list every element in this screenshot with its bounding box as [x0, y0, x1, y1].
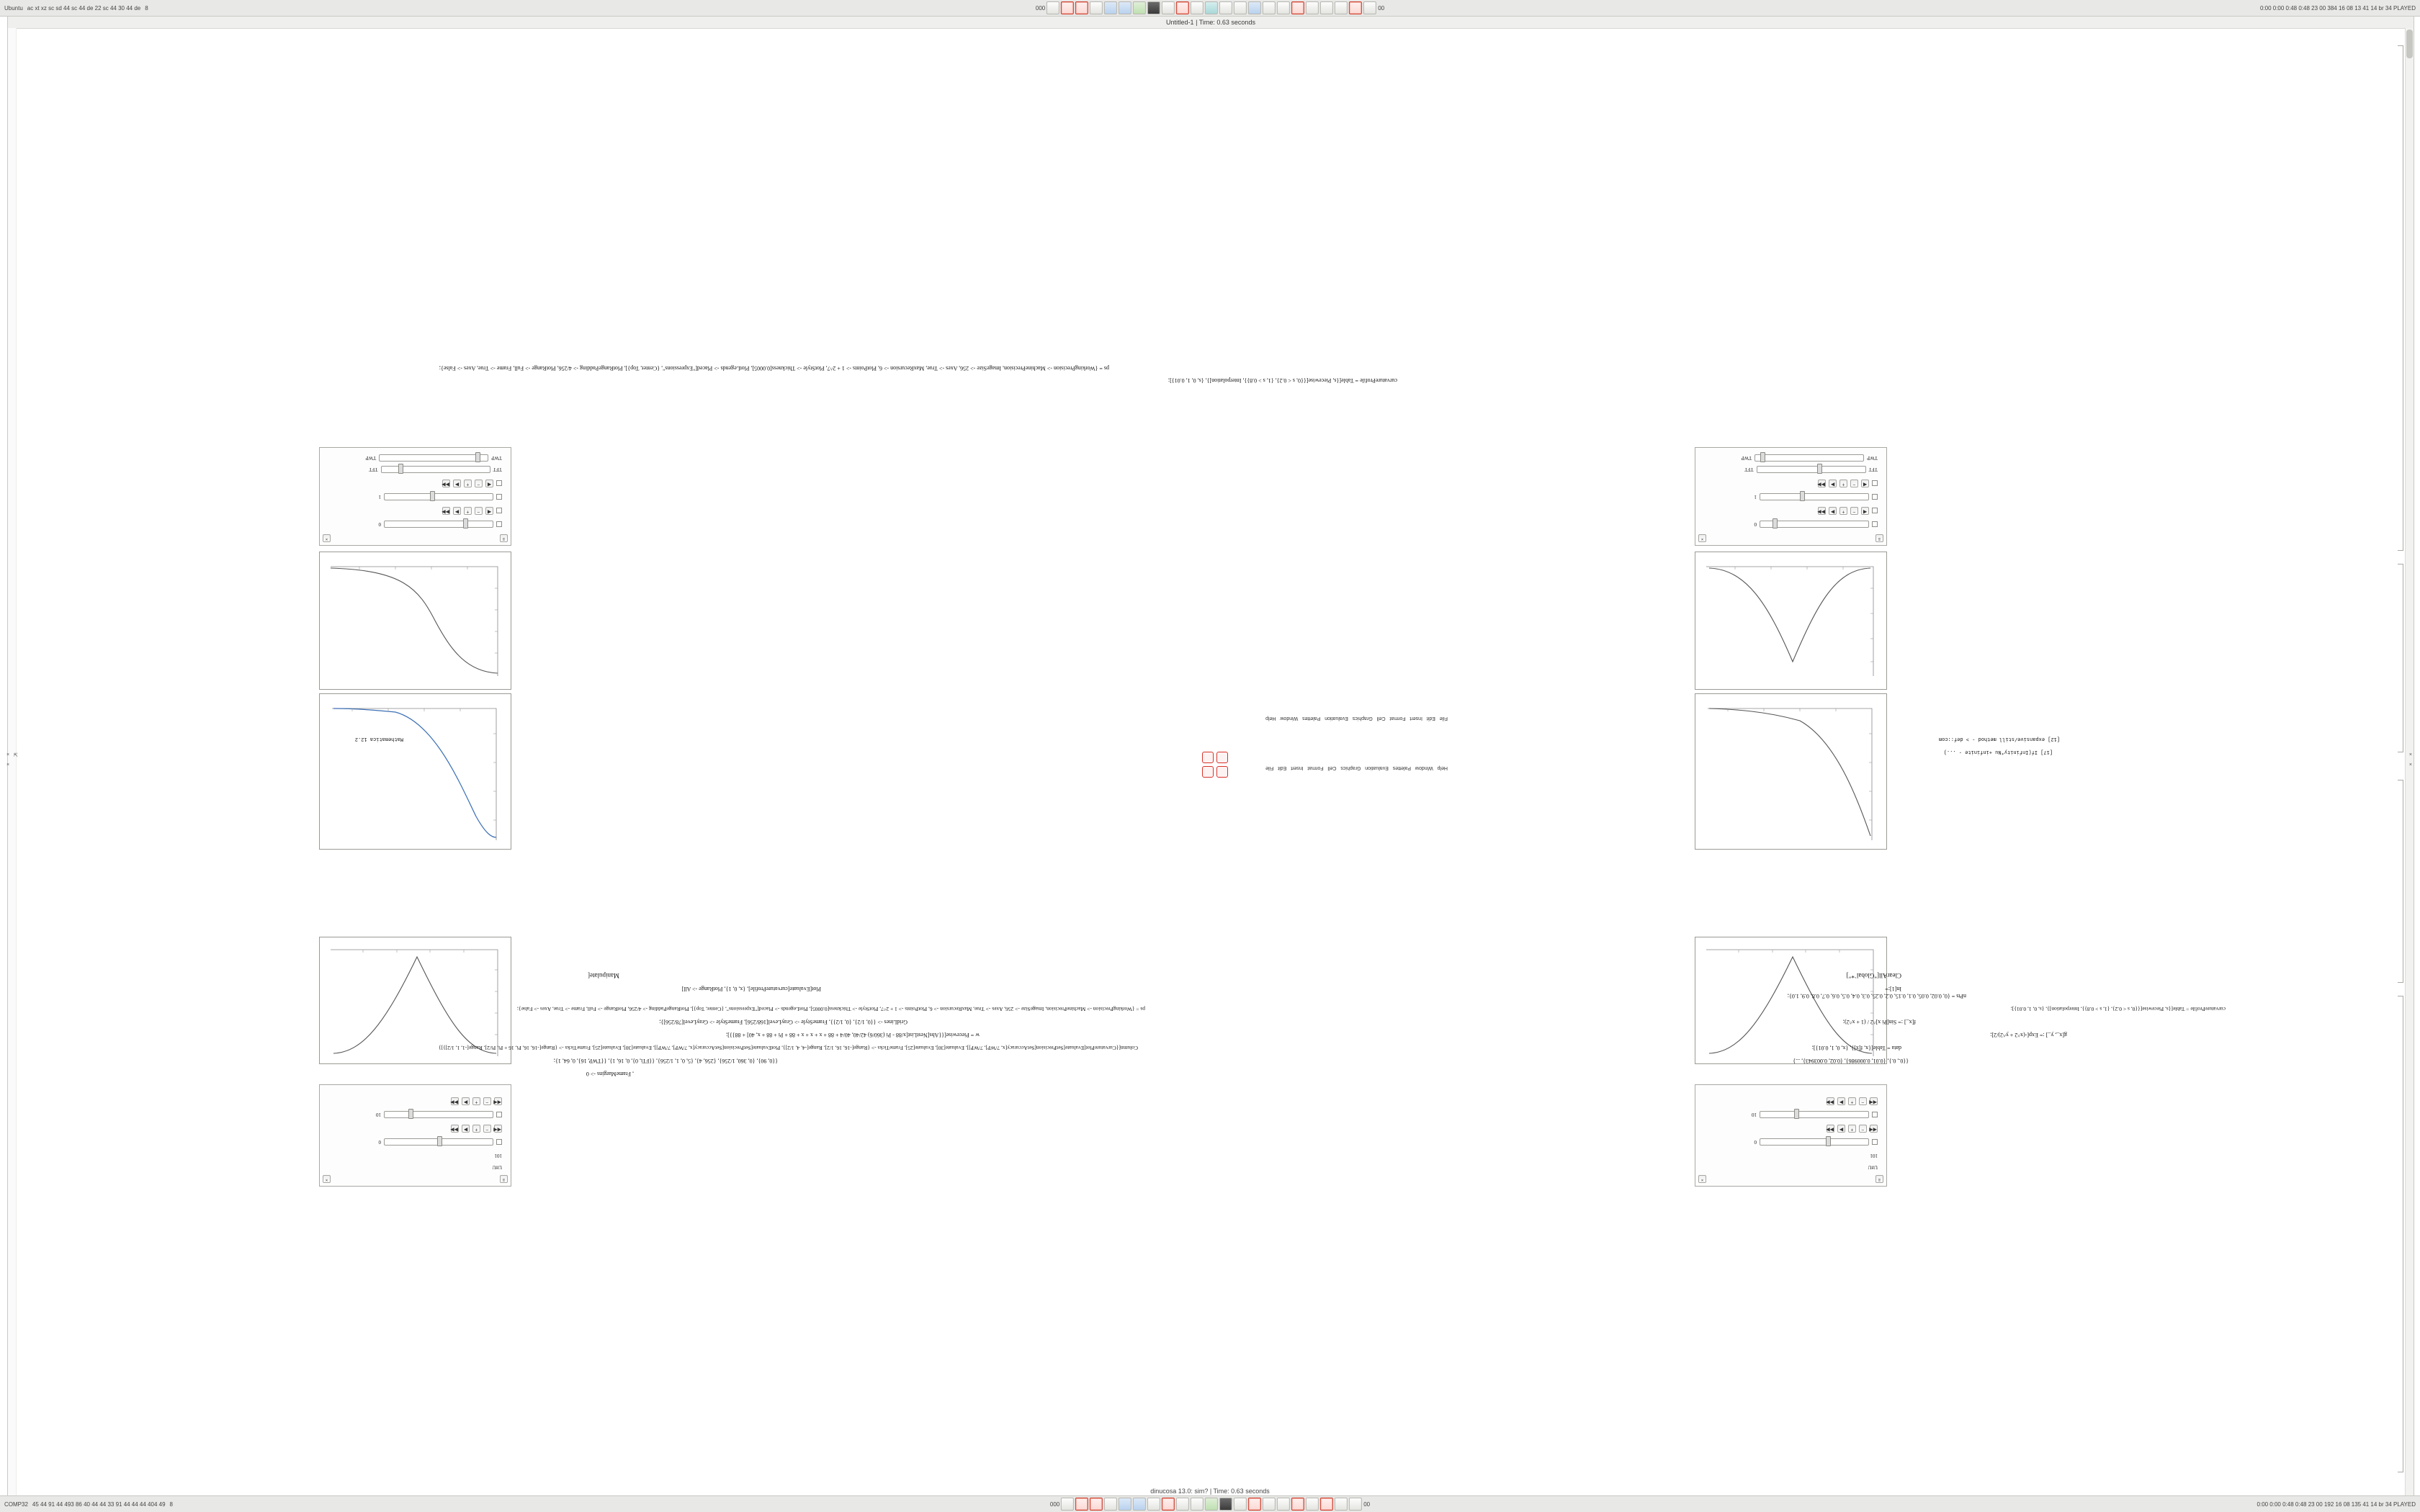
cell-in-2[interactable]: nPts = {0, 0.02, 0.05, 0.1, 0.15, 0.2, 0.25, 0.3, 0.4, 0.5, 0.6, 0.7, 0.8, 0.9, 1.0}; — [1787, 993, 1966, 999]
manipulate-row-4[interactable] — [365, 454, 502, 462]
bl-row1-btn-prev[interactable]: ◀ — [1861, 507, 1869, 515]
tl-label-1: U#U — [1868, 1164, 1878, 1170]
bottom-taskbar-icon-10[interactable] — [1191, 1498, 1204, 1511]
tl-row2-btn-prev[interactable]: ◀◀ — [1870, 1097, 1878, 1105]
cell-in-12[interactable]: Column[{CurvaturePlot[Evaluate[SetPrecision[SetAccuracy[x, 7/WP], 7/WP]], Evaluate[30], Evaluate[25], FrameTicks -> {Range[-16, 16, 1/2], Range[-4, 4, 1/2]}, PlotEvaluate[SetPrecision[SetAccuracy[x, 7/WP], 7/WP]], Evaluate[30], Evaluate[25], FrameTicks -> {Range[-16, 16, Pi, 16 + Pi, Pi/2], Range[-1, 1, 1/2]}]} — [438, 1045, 1138, 1051]
row4-slider-knob[interactable] — [475, 452, 480, 462]
bottom-panel-left-items — [0, 1501, 173, 1508]
cell-in-5[interactable]: g[x_, y_] := Exp[-(x^2 + y^2)/2]; — [1990, 1032, 2067, 1038]
manipulate-tr-row-1-controls[interactable] — [451, 1125, 502, 1133]
manipulate-tl-menu-icon[interactable]: ≡ — [1876, 1175, 1883, 1183]
taskbar-index: 000 — [1035, 4, 1046, 12]
manipulate-tl-row-2[interactable] — [1752, 1111, 1878, 1118]
notebook-window[interactable] — [7, 16, 2414, 1498]
bottom-panel-left-end: 8 — [169, 1500, 173, 1508]
taskbar-icon-10[interactable] — [1176, 1, 1189, 14]
tr-row2-slider-knob[interactable] — [408, 1109, 413, 1119]
row2-btn-plus[interactable]: + — [464, 480, 472, 487]
document-menubar-secondary[interactable]: File Edit Insert Format Cell Graphics Evaluation Palettes Window Help — [1265, 716, 1448, 721]
row1-ctrl-swatch[interactable] — [496, 508, 502, 514]
taskbar-icon-1[interactable] — [1047, 1, 1059, 14]
bottom-taskbar-icon-15[interactable] — [1263, 1498, 1276, 1511]
taskbar-icon-15[interactable] — [1248, 1, 1261, 14]
taskbar-icon-22[interactable] — [1349, 1, 1362, 14]
row2-slider-knob[interactable] — [430, 491, 435, 501]
taskbar-icon-2[interactable] — [1061, 1, 1074, 14]
top-panel-left-text: Ubuntu — [4, 4, 23, 12]
tl-row1-btn-play[interactable]: ▶ — [1837, 1125, 1845, 1133]
cell-in-1[interactable]: ClearAll["Global`*"] — [1846, 972, 1901, 979]
top-panel-clock: 0:00 0:00 0:48 0:48 23 00 384 16 08 13 41 14 br 34 PLAYED — [2259, 4, 2416, 12]
tl-row1-btn-next[interactable]: ▶▶ — [1827, 1125, 1834, 1133]
plot-bottom-right-upper — [319, 693, 511, 850]
cell-in-4[interactable]: f[x_] := Sin[Pi x]^2 / (1 + x^2); — [1842, 1019, 1916, 1025]
tl-row2-btn-next[interactable]: ▶▶ — [1827, 1097, 1834, 1105]
taskbar-icon-11[interactable] — [1191, 1, 1204, 14]
manipulate-menu-icon[interactable]: ≡ — [500, 534, 508, 542]
bottom-taskbar-icon-6[interactable] — [1133, 1498, 1146, 1511]
plot-bottom-right-lower — [319, 552, 511, 690]
bl-row4-slider[interactable] — [1754, 454, 1864, 462]
bottom-taskbar-icon-20[interactable] — [1335, 1498, 1348, 1511]
manipulate-tr-row-label-2 — [495, 1153, 503, 1158]
top-panel-status-area[interactable] — [2260, 5, 2416, 12]
bottom-taskbar-icon-1[interactable] — [1061, 1498, 1074, 1511]
bottom-panel-status-area[interactable] — [2257, 1501, 2416, 1508]
taskbar-icon-17[interactable] — [1277, 1, 1290, 14]
manipulate-bl-row-2-controls[interactable] — [1818, 480, 1878, 487]
row1-btn-next[interactable]: ▶▶ — [442, 507, 450, 515]
taskbar-icon-19[interactable] — [1306, 1, 1319, 14]
bl-row2-btn-next[interactable]: ▶▶ — [1818, 480, 1826, 487]
tl-row2-btn-minus[interactable]: − — [1859, 1097, 1867, 1105]
taskbar-icon-21[interactable] — [1335, 1, 1348, 14]
taskbar-end-index: 00 — [1378, 4, 1385, 12]
tr-label-2: 101 — [494, 1153, 502, 1158]
taskbar-icon-9[interactable] — [1162, 1, 1175, 14]
tr-row1-slider[interactable] — [384, 1138, 493, 1146]
tr-row1-btn-plus[interactable]: + — [472, 1125, 480, 1133]
top-system-panel[interactable] — [0, 0, 2420, 17]
tr-row1-btn-minus[interactable]: − — [483, 1125, 491, 1133]
manipulate-row-2[interactable] — [379, 493, 503, 500]
manipulate-bl-row-2[interactable] — [1754, 493, 1878, 500]
bottom-panel-taskbar[interactable] — [1050, 1498, 1370, 1511]
row1-btn-plus[interactable]: + — [464, 507, 472, 515]
row4-slider[interactable] — [379, 454, 488, 462]
row2-swatch-icon[interactable] — [496, 494, 502, 500]
bl-row2-btn-minus[interactable]: − — [1850, 480, 1858, 487]
tr-row1-swatch-icon[interactable] — [496, 1139, 502, 1145]
tl-row2-value: 10 — [1752, 1112, 1757, 1117]
cell-in-6[interactable]: data = Table[{x, f[x]}, {x, 0, 1, 0.01}]; — [1811, 1045, 1901, 1051]
tr-row1-btn-next[interactable]: ▶▶ — [451, 1125, 459, 1133]
manipulate-tl-close-icon[interactable]: × — [1698, 1175, 1706, 1183]
manipulate-tl-row-label-2 — [1870, 1153, 1878, 1158]
bottom-taskbar-icon-9[interactable] — [1176, 1498, 1189, 1511]
tl-row2-slider[interactable] — [1760, 1111, 1869, 1118]
manipulate-close-icon[interactable]: × — [323, 534, 331, 542]
tr-row2-btn-plus[interactable]: + — [472, 1097, 480, 1105]
row2-value: 1 — [378, 494, 381, 500]
tl-row1-value: 0 — [1754, 1139, 1757, 1145]
taskbar-icon-16[interactable] — [1263, 1, 1276, 14]
bl-row3-value: TFT — [1744, 467, 1754, 472]
search-match-highlight-2[interactable] — [1216, 752, 1228, 763]
bottom-taskbar-icon-14[interactable] — [1248, 1498, 1261, 1511]
manipulate-tr-row-label-1 — [492, 1164, 502, 1170]
tr-row2-btn-next[interactable]: ▶▶ — [451, 1097, 459, 1105]
taskbar-icon-4[interactable] — [1090, 1, 1103, 14]
bl-row1-btn-play[interactable]: ▶ — [1829, 507, 1837, 515]
bl-row2-value: 1 — [1754, 494, 1757, 500]
bottom-taskbar-icon-11[interactable] — [1205, 1498, 1218, 1511]
bottom-taskbar-end-index: 00 — [1363, 1500, 1371, 1508]
tl-row2-btn-plus[interactable]: + — [1848, 1097, 1856, 1105]
row2-btn-next[interactable]: ▶▶ — [442, 480, 450, 487]
window-close-icon[interactable]: × — [2408, 752, 2412, 757]
tl-row1-btn-prev[interactable]: ◀◀ — [1870, 1125, 1878, 1133]
bl-row4-label: TWP — [1867, 455, 1878, 461]
row2-btn-play[interactable]: ▶ — [453, 480, 461, 487]
row1-btn-minus[interactable]: − — [475, 507, 483, 515]
window-minimize-icon[interactable]: × — [6, 752, 10, 757]
tr-row1-btn-prev[interactable]: ◀◀ — [494, 1125, 502, 1133]
bl-row1-btn-plus[interactable]: + — [1839, 507, 1847, 515]
bl-row1-value: 0 — [1754, 521, 1757, 527]
taskbar-icon-23[interactable] — [1363, 1, 1376, 14]
taskbar-icon-3[interactable] — [1075, 1, 1088, 14]
document-menubar[interactable]: Help Window Palettes Evaluation Graphics Cell Format Insert Edit File — [1265, 765, 1448, 770]
manipulate-bl-row-1-controls[interactable] — [1818, 507, 1878, 515]
manipulate-row-1[interactable] — [379, 521, 503, 528]
cell-in-1-label: In[1]:= — [1885, 986, 1901, 992]
tl-row1-slider-knob[interactable] — [1826, 1136, 1831, 1146]
window-drag-handle[interactable]: ⇱ — [14, 753, 18, 758]
bottom-taskbar-icon-3[interactable] — [1090, 1498, 1103, 1511]
manipulate-tl-row-label-1 — [1868, 1164, 1878, 1170]
search-match-highlight-4[interactable] — [1216, 766, 1228, 778]
taskbar-icon-8[interactable] — [1147, 1, 1160, 14]
tl-row1-slider[interactable] — [1760, 1138, 1869, 1146]
row4-value: TWP — [365, 455, 377, 461]
bl-row2-btn-play[interactable]: ▶ — [1829, 480, 1837, 487]
bottom-taskbar-icon-17[interactable] — [1291, 1498, 1304, 1511]
bl-row1-swatch-icon[interactable] — [1872, 521, 1878, 527]
manipulate-tl-row-1[interactable] — [1754, 1138, 1878, 1146]
bottom-taskbar-icon-16[interactable] — [1277, 1498, 1290, 1511]
bottom-taskbar-icon-8[interactable] — [1162, 1498, 1175, 1511]
row3-value: TFT — [369, 467, 378, 472]
bl-row3-slider-knob[interactable] — [1817, 464, 1822, 474]
tl-row1-btn-minus[interactable]: − — [1859, 1125, 1867, 1133]
bottom-panel-left-text: COMP32 — [4, 1500, 28, 1508]
top-panel-left-nums: ac xt xz sc sd 44 sc 44 de 22 sc 44 30 44 de — [27, 4, 141, 12]
manipulate-tr-row-2[interactable] — [376, 1111, 502, 1118]
manipulate-tr-row-2-controls[interactable] — [451, 1097, 502, 1105]
cell-in-10[interactable]: GridLines -> {{0, 1/2}, {0, 1/2}}, FrameStyle -> GrayLevel[168/256], FrameStyle -> GrayLevel[78/256]}; — [659, 1019, 908, 1025]
row4-label: TWP — [491, 455, 502, 461]
bottom-taskbar-icon-13[interactable] — [1234, 1498, 1247, 1511]
tr-row2-value: 10 — [376, 1112, 381, 1117]
manipulate-top-right[interactable] — [319, 1084, 511, 1187]
notebook-title: Untitled-1 | Time: 0.63 seconds — [8, 17, 2414, 29]
bl-row3-slider[interactable] — [1757, 466, 1866, 473]
row1-value: 0 — [378, 521, 381, 527]
taskbar-icon-14[interactable] — [1234, 1, 1247, 14]
bl-row1-btn-minus[interactable]: − — [1850, 507, 1858, 515]
row1-btn-play[interactable]: ▶ — [453, 507, 461, 515]
manipulate-bottom-right[interactable] — [319, 447, 511, 546]
tr-row2-btn-minus[interactable]: − — [483, 1097, 491, 1105]
cell-in-13[interactable]: {{0, 90}, {0, 360, 1/256}, {256, 4}, {5, 0, 1, 1/256}, {{FTi, 0}, 0, 16, 1}, {{TWP, 16}, 0, 64, 1}; — [553, 1058, 778, 1064]
search-match-highlight-1[interactable] — [1202, 752, 1214, 763]
manipulate-bl-row-3[interactable] — [1744, 466, 1878, 473]
top-panel-left-items — [0, 5, 148, 12]
search-match-highlight-3[interactable] — [1202, 766, 1214, 778]
manipulate-tl-row-2-controls[interactable] — [1827, 1097, 1878, 1105]
cell-bracket-3[interactable] — [2398, 780, 2403, 983]
manipulate-bl-row-4[interactable] — [1741, 454, 1878, 462]
taskbar-icon-6[interactable] — [1119, 1, 1131, 14]
row3-label: TFT — [493, 467, 502, 472]
window-restore-icon[interactable]: × — [6, 762, 10, 768]
tl-row2-swatch-icon[interactable] — [1872, 1112, 1878, 1117]
tr-row2-slider[interactable] — [384, 1111, 493, 1118]
bl-row3-label: TFT — [1868, 467, 1878, 472]
manipulate-row-2-controls[interactable] — [442, 480, 502, 487]
manipulate-bl-menu-icon[interactable]: ≡ — [1876, 534, 1883, 542]
bottom-taskbar-icon-19[interactable] — [1320, 1498, 1333, 1511]
cell-in-9[interactable]: ps = {WorkingPrecision -> MachinePrecision, ImageSize -> 256, Axes -> True, MaxRecursion -> 6, PlotPoints -> 1 + 2^7, PlotStyle -> Thickness[0.0005], PlotLegends -> Placed["Expressions", {Center, Top}], PlotRangePadding -> 4/256, PlotRange -> Full, Frame -> True, Axes -> False}; — [516, 1006, 1145, 1012]
tl-row2-btn-play[interactable]: ▶ — [1837, 1097, 1845, 1105]
taskbar-icon-5[interactable] — [1104, 1, 1117, 14]
notebook-status-line: dinucosa 13.0: sim? | Time: 0.63 seconds — [1150, 1488, 1270, 1495]
bl-row2-swatch-icon[interactable] — [1872, 494, 1878, 500]
cell-in-3[interactable]: curvatureProfile = Table[{s, Piecewise[{{0, s < 0.2}, {1, s > 0.8}}, Interpolation]}, {s, 0, 1, 0.01}]; — [2010, 1006, 2226, 1012]
bl-row2-slider-knob[interactable] — [1800, 491, 1805, 501]
bl-row4-value: TWP — [1741, 455, 1752, 461]
row1-swatch-icon[interactable] — [496, 521, 502, 527]
find-result-row-1[interactable]: [17] If(Infinity*Nu +infinite - ...) — [1943, 749, 2053, 755]
find-result-trailing: Mathematica 12.2 — [354, 736, 403, 742]
tr-row1-value: 0 — [378, 1139, 381, 1145]
tl-row1-swatch-icon[interactable] — [1872, 1139, 1878, 1145]
tr-row2-swatch-icon[interactable] — [496, 1112, 502, 1117]
cell-bracket-1[interactable] — [2398, 45, 2403, 551]
manipulate-bottom-left[interactable] — [1695, 447, 1887, 546]
plot-bottom-left-lower — [1695, 552, 1887, 690]
row3-slider[interactable] — [381, 466, 490, 473]
taskbar-icon-7[interactable] — [1133, 1, 1146, 14]
window-maximize-icon[interactable]: × — [2408, 762, 2412, 768]
tl-row2-slider-knob[interactable] — [1794, 1109, 1799, 1119]
bl-row1-slider-knob[interactable] — [1773, 518, 1778, 528]
find-result-row-2[interactable]: [12] expansive/still method - > def::com — [1938, 736, 2060, 742]
row2-ctrl-swatch[interactable] — [496, 481, 502, 487]
manipulate-tr-menu-icon[interactable]: ≡ — [500, 1175, 508, 1183]
bottom-taskbar-icon-7[interactable] — [1147, 1498, 1160, 1511]
tr-label-1: U#U — [492, 1164, 502, 1170]
cell-duplicate-2[interactable]: ps = {WorkingPrecision -> MachinePrecision, ImageSize -> 256, Axes -> True, MaxRecursion -> 6, PlotPoints -> 1 + 2^7, PlotStyle -> Thickness[0.0005], PlotLegends -> Placed["Expressions", {Center, Top}], PlotRangePadding -> 4/256, PlotRange -> Full, Frame -> True, Axes -> False}; — [439, 365, 1109, 372]
manipulate-tr-close-icon[interactable]: × — [323, 1175, 331, 1183]
tl-label-2: 101 — [1870, 1153, 1878, 1158]
bottom-system-panel[interactable] — [0, 1495, 2420, 1512]
top-panel-left-end: 8 — [145, 4, 148, 12]
cell-in-7[interactable]: Manipulate[ — [588, 972, 619, 979]
bottom-panel-clock: 0:00 0:00 0:48 0:48 23 00 192 16 08 135 41 14 br 34 PLAYED — [2257, 1500, 2416, 1508]
tl-row1-btn-plus[interactable]: + — [1848, 1125, 1856, 1133]
cell-bracket-2[interactable] — [2398, 564, 2403, 752]
tr-row2-btn-play[interactable]: ▶ — [462, 1097, 470, 1105]
taskbar-icon-18[interactable] — [1291, 1, 1304, 14]
taskbar-icon-13[interactable] — [1219, 1, 1232, 14]
tr-row1-btn-play[interactable]: ▶ — [462, 1125, 470, 1133]
bottom-taskbar-icon-5[interactable] — [1119, 1498, 1131, 1511]
bottom-taskbar-icon-12[interactable] — [1219, 1498, 1232, 1511]
bottom-taskbar-icon-4[interactable] — [1104, 1498, 1117, 1511]
manipulate-tl-row-1-controls[interactable] — [1827, 1125, 1878, 1133]
tr-row2-btn-prev[interactable]: ◀◀ — [494, 1097, 502, 1105]
cell-out-6: {{0., 0.}, {0.01, 0.000986}, {0.02, 0.003943}, ...} — [1793, 1058, 1909, 1064]
cell-duplicate-1[interactable]: curvatureProfile = Table[{s, Piecewise[{{0, s < 0.2}, {1, s > 0.8}}, Interpolation]}, {s, 0, 1, 0.01}]; — [1168, 377, 1397, 384]
bl-row2-btn-prev[interactable]: ◀ — [1861, 480, 1869, 487]
bottom-taskbar-icon-18[interactable] — [1306, 1498, 1319, 1511]
manipulate-top-left[interactable] — [1695, 1084, 1887, 1187]
bl-row2-btn-plus[interactable]: + — [1839, 480, 1847, 487]
bottom-taskbar-icon-2[interactable] — [1075, 1498, 1088, 1511]
cell-in-8[interactable]: Plot[Evaluate[curvatureProfile], {x, 0, 1}, PlotRange -> All] — [681, 986, 821, 992]
bottom-taskbar-index: 000 — [1049, 1500, 1060, 1508]
row1-btn-prev[interactable]: ◀ — [485, 507, 493, 515]
plot-bottom-left-upper — [1695, 693, 1887, 850]
bottom-taskbar-icon-21[interactable] — [1349, 1498, 1362, 1511]
cell-bracket-4[interactable] — [2398, 996, 2403, 1472]
manipulate-bl-close-icon[interactable]: × — [1698, 534, 1706, 542]
row2-btn-prev[interactable]: ◀ — [485, 480, 493, 487]
bl-row1-slider[interactable] — [1760, 521, 1869, 528]
cell-in-11[interactable]: w = Piecewise[{{Abs[NestList[x/88 - Pi (360/6) 42/40, 40/4 + 88 + x + x + x + 88 + Pi + 88 + x, 40] + 88}}]; — [725, 1032, 980, 1038]
cell-in-14: , FrameMargins -> 0 — [586, 1071, 634, 1077]
manipulate-row-1-controls[interactable] — [442, 507, 502, 515]
row1-slider[interactable] — [384, 521, 493, 528]
manipulate-row-3[interactable] — [369, 466, 502, 473]
row3-slider-knob[interactable] — [398, 464, 403, 474]
row2-slider[interactable] — [384, 493, 493, 500]
taskbar-icon-20[interactable] — [1320, 1, 1333, 14]
bl-row2-slider[interactable] — [1760, 493, 1869, 500]
tr-row1-slider-knob[interactable] — [437, 1136, 442, 1146]
taskbar-icon-12[interactable] — [1205, 1, 1218, 14]
top-panel-taskbar[interactable] — [1036, 1, 1384, 14]
bl-row4-slider-knob[interactable] — [1760, 452, 1765, 462]
bl-row2-ctrl-swatch[interactable] — [1872, 481, 1878, 487]
bottom-panel-left-nums: 45 44 91 44 493 86 40 44 44 33 91 44 44 44 404 49 — [32, 1500, 166, 1508]
manipulate-bl-row-1[interactable] — [1754, 521, 1878, 528]
manipulate-tr-row-1[interactable] — [379, 1138, 503, 1146]
scrollbar-thumb[interactable] — [2406, 30, 2413, 58]
row2-btn-minus[interactable]: − — [475, 480, 483, 487]
bl-row1-ctrl-swatch[interactable] — [1872, 508, 1878, 514]
row1-slider-knob[interactable] — [463, 518, 468, 528]
bl-row1-btn-next[interactable]: ▶▶ — [1818, 507, 1826, 515]
